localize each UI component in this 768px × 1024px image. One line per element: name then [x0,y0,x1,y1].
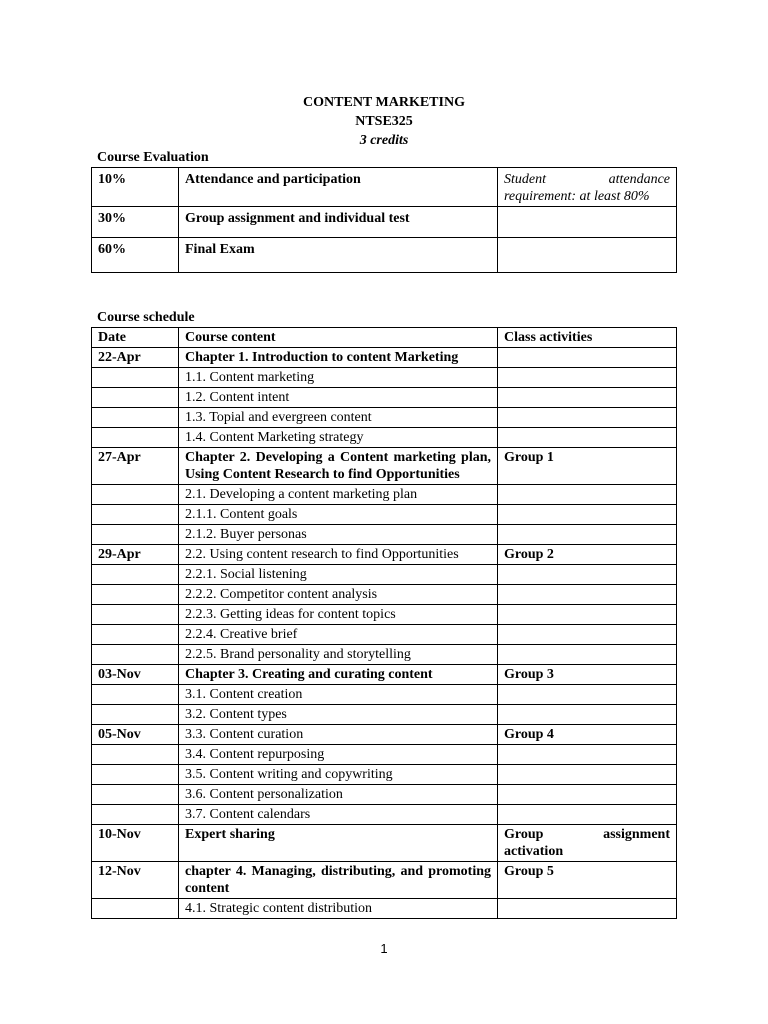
schedule-content: 2.2. Using content research to find Opportunities [179,545,498,565]
schedule-row [92,785,677,805]
course-credits: 3 credits [359,133,409,148]
schedule-activity: Group 3 [498,665,677,685]
schedule-row [92,862,677,899]
schedule-date [92,605,179,625]
schedule-content: Chapter 3. Creating and curating content [179,665,498,685]
schedule-date [92,368,179,388]
evaluation-row [92,168,677,207]
schedule-activity [498,685,677,705]
schedule-activity: Group 2 [498,545,677,565]
schedule-row [92,745,677,765]
schedule-content: 1.3. Topial and evergreen content [179,408,498,428]
schedule-content: 1.1. Content marketing [179,368,498,388]
schedule-content: 2.1.1. Content goals [179,505,498,525]
evaluation-note [498,238,677,273]
schedule-date: 29-Apr [92,545,179,565]
header-class-activities: Class activities [498,328,677,348]
schedule-row [92,585,677,605]
schedule-row [92,705,677,725]
schedule-date [92,705,179,725]
schedule-row [92,368,677,388]
schedule-activity [498,348,677,368]
schedule-date [92,408,179,428]
schedule-row [92,685,677,705]
evaluation-note [498,207,677,238]
evaluation-item: Final Exam [179,238,498,273]
schedule-activity [498,645,677,665]
schedule-activity [498,485,677,505]
schedule-date [92,899,179,919]
schedule-content: 1.4. Content Marketing strategy [179,428,498,448]
evaluation-item: Attendance and participation [179,168,498,207]
schedule-row [92,805,677,825]
schedule-row [92,825,677,862]
schedule-activity [498,408,677,428]
evaluation-item: Group assignment and individual test [179,207,498,238]
schedule-date [92,565,179,585]
header-date: Date [92,328,179,348]
page-number: 1 [380,941,388,956]
schedule-activity [498,525,677,545]
schedule-activity [498,765,677,785]
schedule-row [92,525,677,545]
schedule-activity [498,785,677,805]
schedule-content: 3.3. Content curation [179,725,498,745]
schedule-date [92,745,179,765]
schedule-content: chapter 4. Managing, distributing, and promoting content [179,862,498,899]
schedule-row [92,565,677,585]
schedule-date [92,388,179,408]
schedule-activity [498,585,677,605]
schedule-activity: Group assignment activation [498,825,677,862]
schedule-activity [498,705,677,725]
schedule-content: 2.2.4. Creative brief [179,625,498,645]
schedule-date: 12-Nov [92,862,179,899]
schedule-content: 3.7. Content calendars [179,805,498,825]
schedule-content: 1.2. Content intent [179,388,498,408]
schedule-date [92,685,179,705]
schedule-activity [498,605,677,625]
schedule-date [92,485,179,505]
schedule-content: Chapter 2. Developing a Content marketing plan, Using Content Research to find Opportunities [179,448,498,485]
schedule-date [92,765,179,785]
schedule-content: Expert sharing [179,825,498,862]
evaluation-note [498,168,677,207]
schedule-date: 22-Apr [92,348,179,368]
schedule-row [92,665,677,685]
schedule-date [92,525,179,545]
schedule-content: 2.2.3. Getting ideas for content topics [179,605,498,625]
schedule-content: 2.2.1. Social listening [179,565,498,585]
schedule-label: Course schedule [97,310,195,325]
schedule-row [92,625,677,645]
schedule-content: 2.1.2. Buyer personas [179,525,498,545]
schedule-row [92,348,677,368]
schedule-activity: Group 5 [498,862,677,899]
schedule-content: 3.4. Content repurposing [179,745,498,765]
schedule-activity [498,745,677,765]
schedule-activity [498,565,677,585]
schedule-content: 3.6. Content personalization [179,785,498,805]
schedule-date: 10-Nov [92,825,179,862]
schedule-row [92,545,677,565]
schedule-row [92,388,677,408]
schedule-content: 2.1. Developing a content marketing plan [179,485,498,505]
schedule-activity: Group 4 [498,725,677,745]
schedule-row [92,485,677,505]
schedule-date [92,645,179,665]
schedule-activity [498,428,677,448]
evaluation-row [92,238,677,273]
schedule-table [91,327,677,919]
schedule-activity [498,505,677,525]
schedule-row [92,505,677,525]
schedule-header-row [92,328,677,348]
schedule-row [92,448,677,485]
schedule-content: 3.5. Content writing and copywriting [179,765,498,785]
course-code: NTSE325 [355,114,413,129]
schedule-activity [498,368,677,388]
schedule-content: 4.1. Strategic content distribution [179,899,498,919]
schedule-activity [498,625,677,645]
schedule-date [92,428,179,448]
schedule-date: 03-Nov [92,665,179,685]
evaluation-row [92,207,677,238]
schedule-body [92,348,677,919]
schedule-row [92,408,677,428]
evaluation-percent: 10% [92,168,179,207]
document-title: CONTENT MARKETING [303,95,465,110]
schedule-date [92,805,179,825]
evaluation-note-line2: requirement: at least 80% [504,189,650,204]
schedule-date: 05-Nov [92,725,179,745]
document-header [0,93,768,150]
schedule-content: 3.1. Content creation [179,685,498,705]
schedule-activity [498,805,677,825]
schedule-activity [498,899,677,919]
schedule-content: Chapter 1. Introduction to content Marketing [179,348,498,368]
evaluation-percent: 30% [92,207,179,238]
schedule-row [92,765,677,785]
evaluation-label: Course Evaluation [97,150,209,165]
schedule-date [92,785,179,805]
schedule-activity [498,388,677,408]
schedule-date [92,505,179,525]
schedule-date [92,625,179,645]
schedule-row [92,428,677,448]
schedule-activity: Group 1 [498,448,677,485]
schedule-row [92,605,677,625]
schedule-row [92,645,677,665]
schedule-content: 3.2. Content types [179,705,498,725]
schedule-row [92,899,677,919]
evaluation-percent: 60% [92,238,179,273]
schedule-content: 2.2.2. Competitor content analysis [179,585,498,605]
schedule-date: 27-Apr [92,448,179,485]
header-course-content: Course content [179,328,498,348]
schedule-row [92,725,677,745]
schedule-content: 2.2.5. Brand personality and storytelling [179,645,498,665]
evaluation-table [91,167,677,273]
schedule-date [92,585,179,605]
evaluation-note-line1: Student attendance [504,172,670,187]
